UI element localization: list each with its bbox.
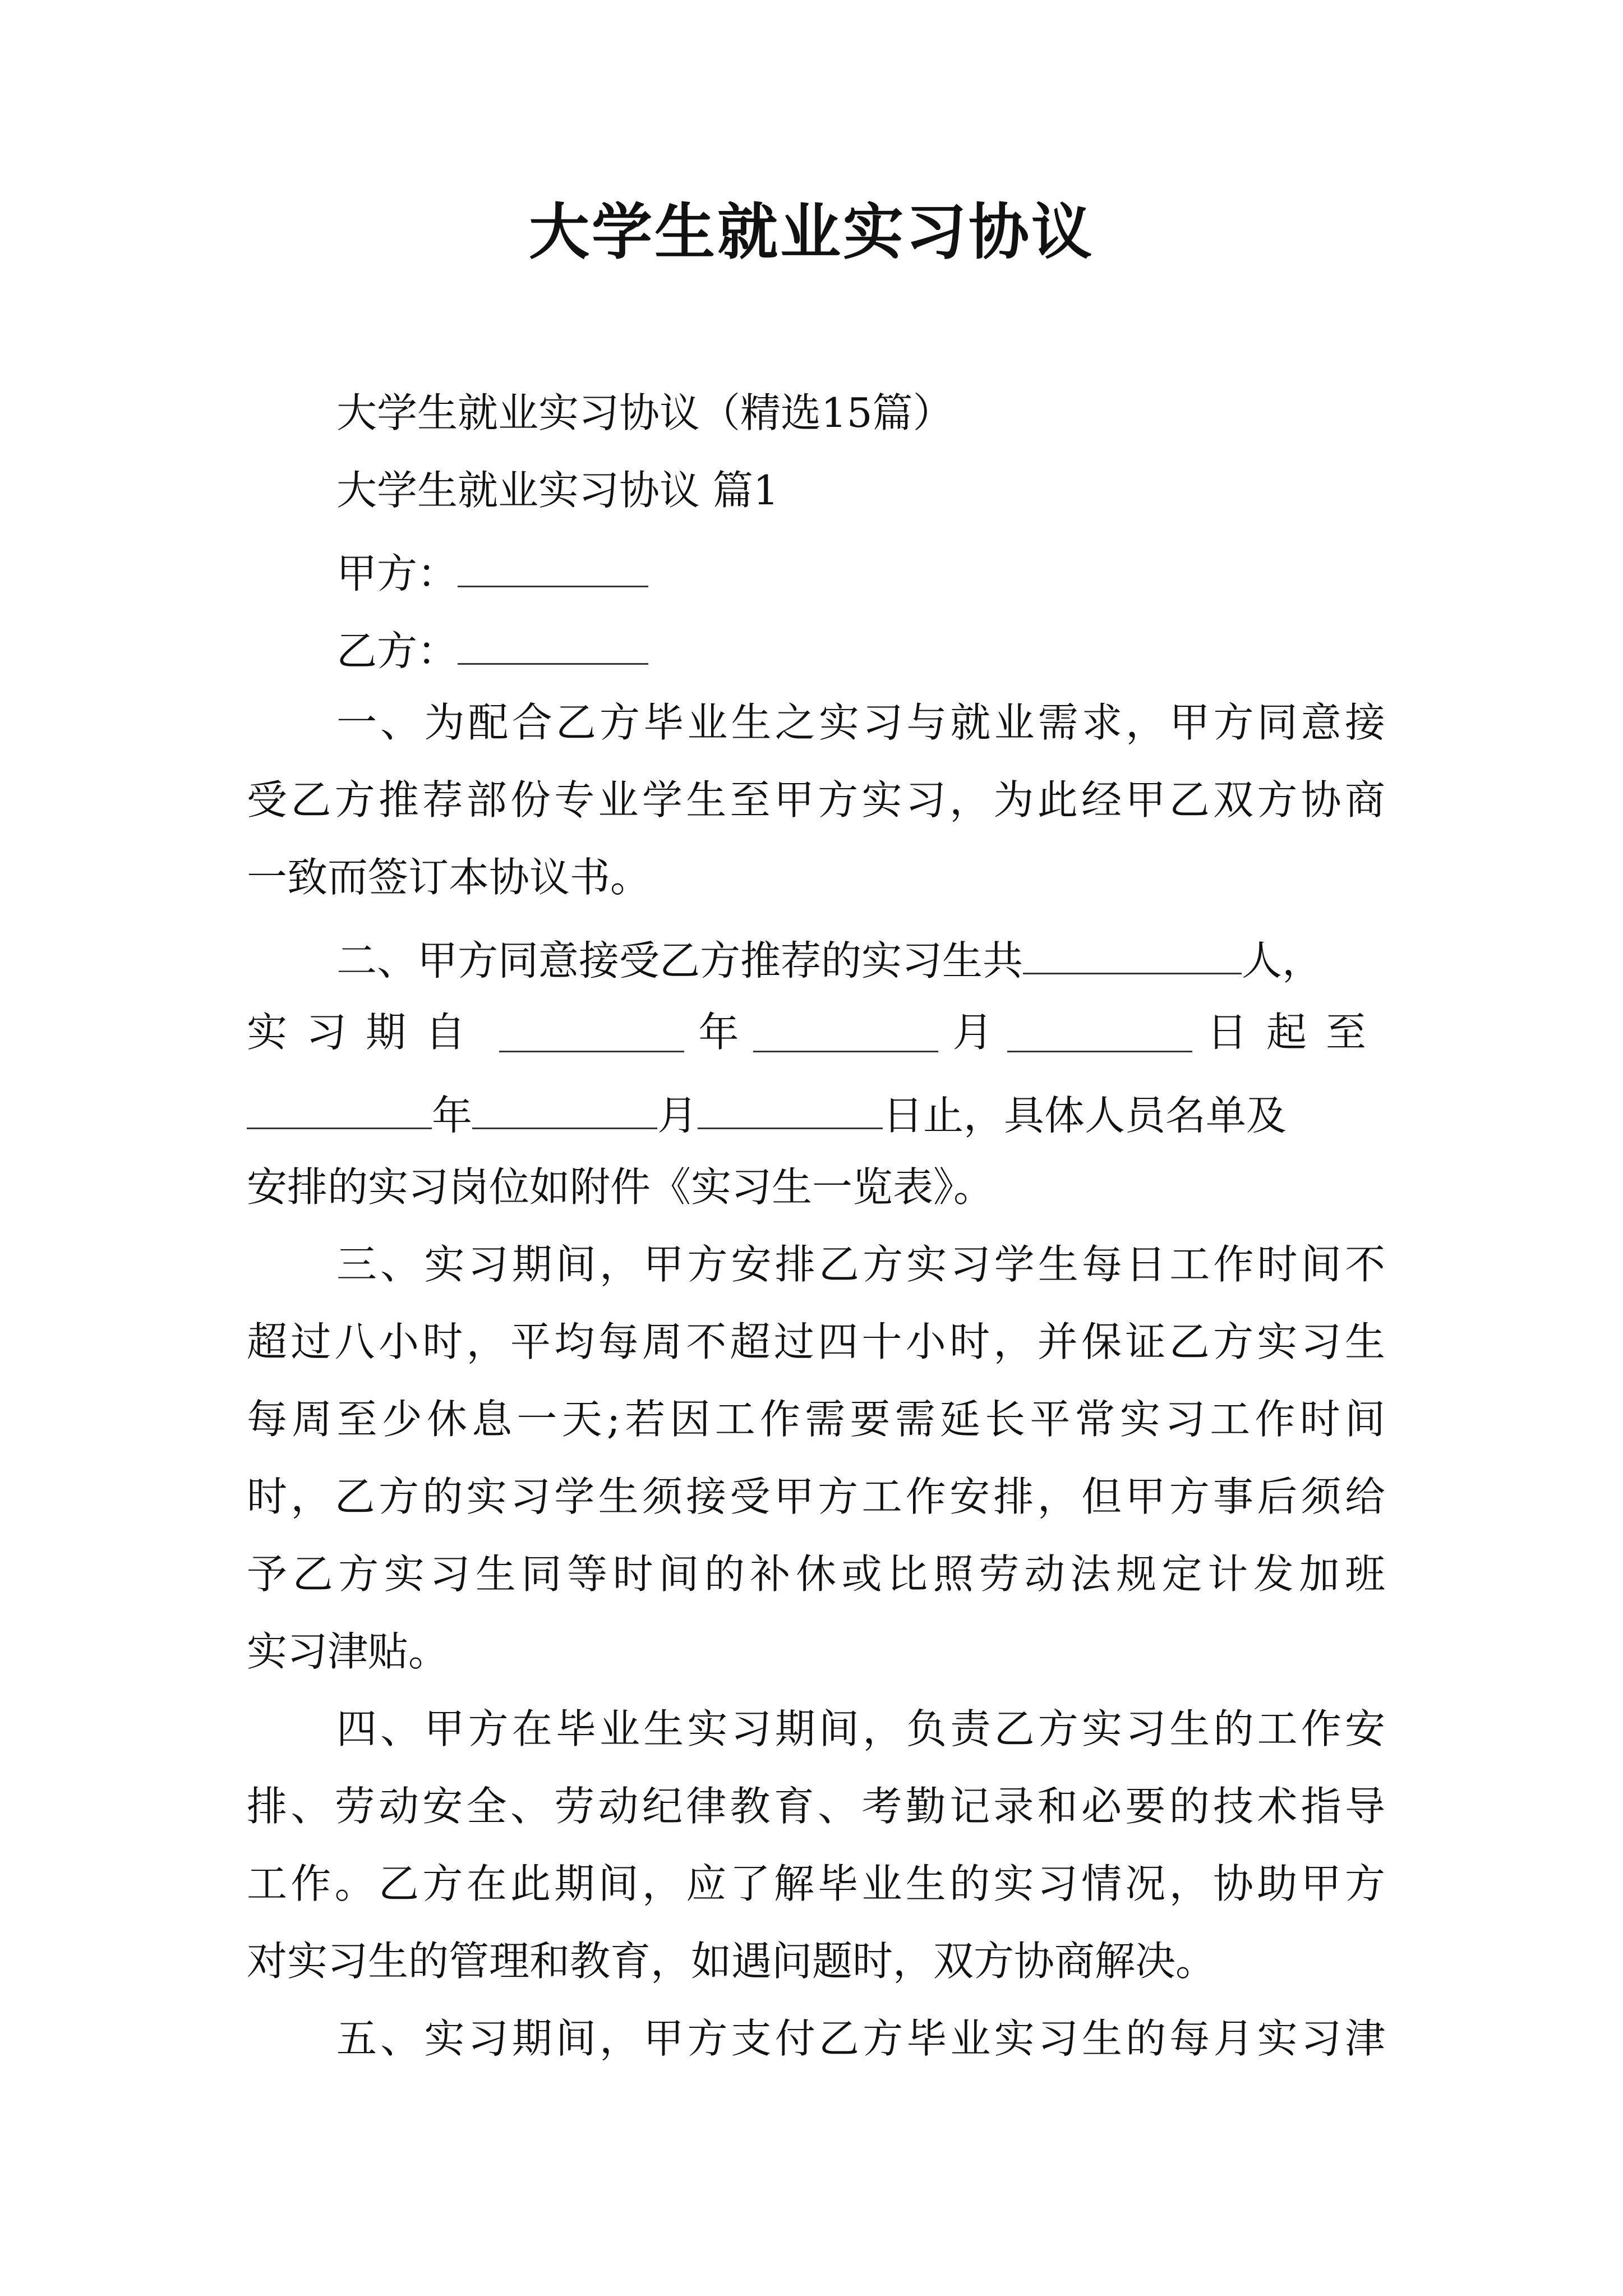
p2-text-a: 二、甲方同意接受乙方推荐的实习生共 xyxy=(336,937,1023,984)
paragraph-2-line-2 xyxy=(247,1009,1385,1056)
paragraph-2-line-3 xyxy=(247,1089,1385,1139)
paragraph-4-line-1: 四、甲方在毕业生实习期间，负责乙方实习生的工作安 xyxy=(336,1705,1385,1752)
paragraph-4-line-3: 工作。乙方在此期间，应了解毕业生的实习情况，协助甲方 xyxy=(247,1860,1385,1907)
party-b-line xyxy=(336,625,648,675)
p2-day-1: 日起至 xyxy=(1206,1009,1385,1056)
start-day-blank xyxy=(1007,1013,1192,1052)
paragraph-3-line-6: 实习津贴。 xyxy=(247,1628,449,1675)
p2-month-1: 月 xyxy=(952,1009,993,1056)
start-year-blank xyxy=(499,1013,684,1052)
p2-text-b: 人， xyxy=(1242,937,1323,984)
paragraph-3-line-3: 每周至少休息一天;若因工作需要需延长平常实习工作时间 xyxy=(247,1396,1385,1443)
paragraph-3-line-1: 三、实习期间，甲方安排乙方实习学生每日工作时间不 xyxy=(336,1241,1385,1288)
paragraph-5-line-1: 五、实习期间，甲方支付乙方毕业实习生的每月实习津 xyxy=(336,2015,1385,2062)
intern-count-blank xyxy=(1023,935,1242,974)
section-heading: 大学生就业实习协议 篇1 xyxy=(336,467,779,514)
paragraph-1-line-3: 一致而签订本协议书。 xyxy=(247,854,651,901)
party-b-blank xyxy=(458,625,648,665)
paragraph-1-line-2: 受乙方推荐部份专业学生至甲方实习，为此经甲乙双方协商 xyxy=(247,776,1385,823)
p2-day-2: 日止，具体人员名单及 xyxy=(883,1092,1287,1139)
document-subtitle: 大学生就业实习协议（精选15篇） xyxy=(336,389,953,436)
party-a-blank xyxy=(458,547,648,587)
party-a-line xyxy=(336,547,648,597)
paragraph-4-line-2: 排、劳动安全、劳动纪律教育、考勤记录和必要的技术指导 xyxy=(247,1783,1385,1830)
document-title: 大学生就业实习协议 xyxy=(528,197,1094,268)
start-month-blank xyxy=(753,1013,938,1052)
end-month-blank xyxy=(472,1089,657,1129)
paragraph-3-line-4: 时，乙方的实习学生须接受甲方工作安排，但甲方事后须给 xyxy=(247,1473,1385,1520)
p2-year-1: 年 xyxy=(698,1009,739,1056)
paragraph-2-line-1 xyxy=(336,935,1385,984)
party-b-label: 乙方： xyxy=(336,627,458,675)
party-a-label: 甲方： xyxy=(336,550,458,597)
end-day-blank xyxy=(698,1089,883,1129)
end-year-blank xyxy=(247,1089,432,1129)
p2-month-2: 月 xyxy=(657,1092,698,1139)
paragraph-2-line-4: 安排的实习岗位如附件《实习生一览表》。 xyxy=(247,1163,994,1211)
paragraph-3-line-5: 予乙方实习生同等时间的补休或比照劳动法规定计发加班 xyxy=(247,1550,1385,1598)
p2-start-label: 实习期自 xyxy=(247,1009,485,1056)
paragraph-1-line-1: 一、为配合乙方毕业生之实习与就业需求，甲方同意接 xyxy=(336,699,1385,746)
paragraph-3-line-2: 超过八小时，平均每周不超过四十小时，并保证乙方实习生 xyxy=(247,1318,1385,1365)
paragraph-4-line-4: 对实习生的管理和教育，如遇问题时，双方协商解决。 xyxy=(247,1938,1216,1985)
p2-year-2: 年 xyxy=(432,1092,473,1139)
